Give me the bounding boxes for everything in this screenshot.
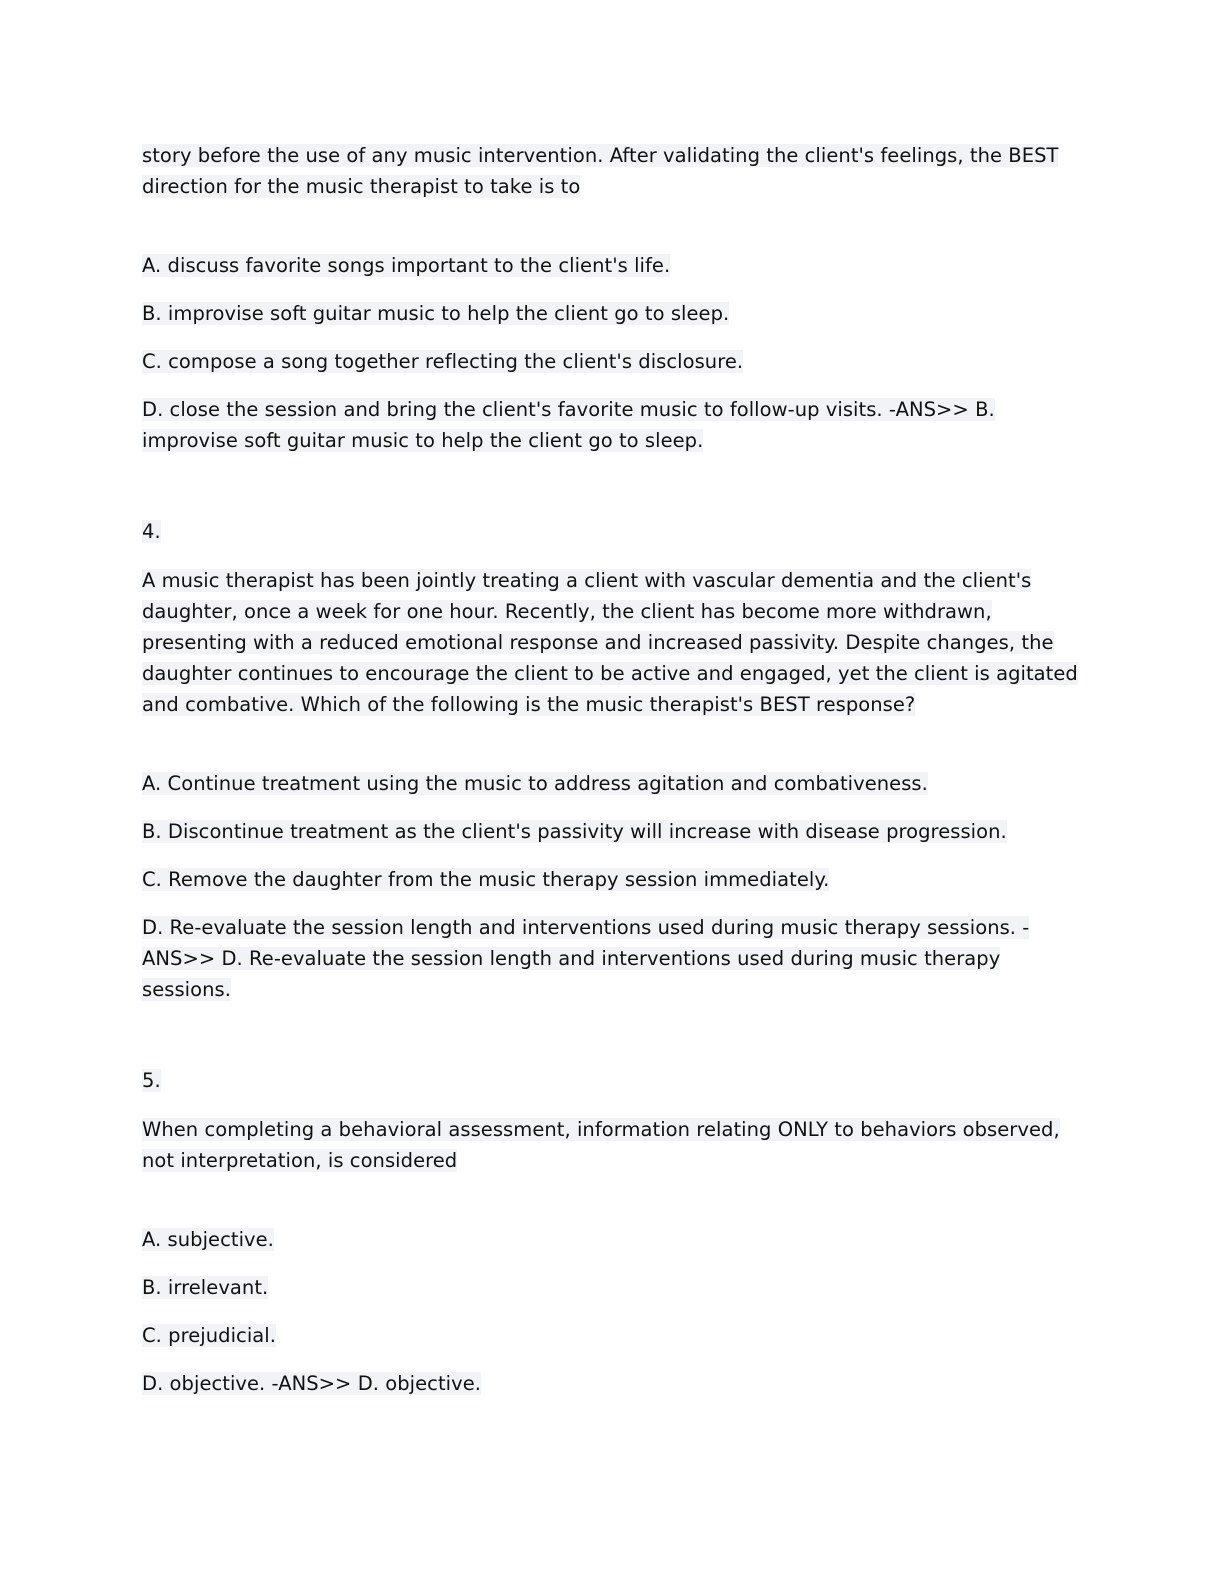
question-stem [142, 140, 1084, 202]
option-b [142, 298, 1084, 329]
option-c [142, 346, 1084, 377]
option-d-with-answer [142, 394, 1084, 456]
option-a [142, 1224, 1084, 1255]
option-a-text: A. Continue treatment using the music to address agitation and combativeness. [142, 772, 928, 795]
question-stem-text: story before the use of any music intervention. After validating the client's feelings, the BEST direction for the music therapist to take is to [142, 144, 1059, 198]
option-d-text: D. close the session and bring the client's favorite music to follow-up visits. -ANS>> B. improvise soft guitar music to help the client go to sleep. [142, 398, 995, 452]
question-stem [142, 565, 1084, 720]
spacer [142, 547, 1084, 565]
option-c-text: C. compose a song together reflecting the client's disclosure. [142, 350, 744, 373]
question-number [142, 516, 1084, 547]
question-stem-text: When completing a behavioral assessment, information relating ONLY to behaviors observed, not interpretation, is considered [142, 1118, 1060, 1172]
question-stem-text: A music therapist has been jointly treating a client with vascular dementia and the client's daughter, once a week for one hour. Recently, the client has become more withdrawn, presenting with a reduced emotional response and increased passivity. Despite changes, the daughter continues to encourage the client to be active and engaged, yet the client is agitated and combative. Which of the following is the music therapist's BEST response? [142, 569, 1078, 716]
spacer [142, 1096, 1084, 1114]
question-block-5 [142, 1065, 1084, 1399]
option-a-text: A. subjective. [142, 1228, 274, 1251]
option-a-text: A. discuss favorite songs important to the client's life. [142, 254, 671, 277]
option-b-text: B. improvise soft guitar music to help the client go to sleep. [142, 302, 730, 325]
option-b-text: B. Discontinue treatment as the client's passivity will increase with disease progression. [142, 820, 1007, 843]
option-b-text: B. irrelevant. [142, 1276, 269, 1299]
spacer [142, 1176, 1084, 1224]
option-a [142, 768, 1084, 799]
spacer [142, 202, 1084, 250]
question-block-3 [142, 140, 1084, 456]
section-spacer [142, 456, 1084, 516]
section-spacer [142, 1005, 1084, 1065]
option-c [142, 1320, 1084, 1351]
option-c-text: C. Remove the daughter from the music therapy session immediately. [142, 868, 830, 891]
option-d-with-answer [142, 1368, 1084, 1399]
spacer [142, 720, 1084, 768]
question-number-text: 5. [142, 1069, 161, 1092]
question-stem [142, 1114, 1084, 1176]
option-d-with-answer [142, 912, 1084, 1005]
question-number-text: 4. [142, 520, 161, 543]
option-d-text: D. Re-evaluate the session length and interventions used during music therapy sessions. -ANS>> D. Re-evaluate the session length and interventions used during music therapy sessions. [142, 916, 1030, 1001]
option-d-text: D. objective. -ANS>> D. objective. [142, 1372, 481, 1395]
option-c [142, 864, 1084, 895]
option-a [142, 250, 1084, 281]
option-c-text: C. prejudicial. [142, 1324, 277, 1347]
question-number [142, 1065, 1084, 1096]
option-b [142, 1272, 1084, 1303]
question-block-4 [142, 516, 1084, 1005]
option-b [142, 816, 1084, 847]
